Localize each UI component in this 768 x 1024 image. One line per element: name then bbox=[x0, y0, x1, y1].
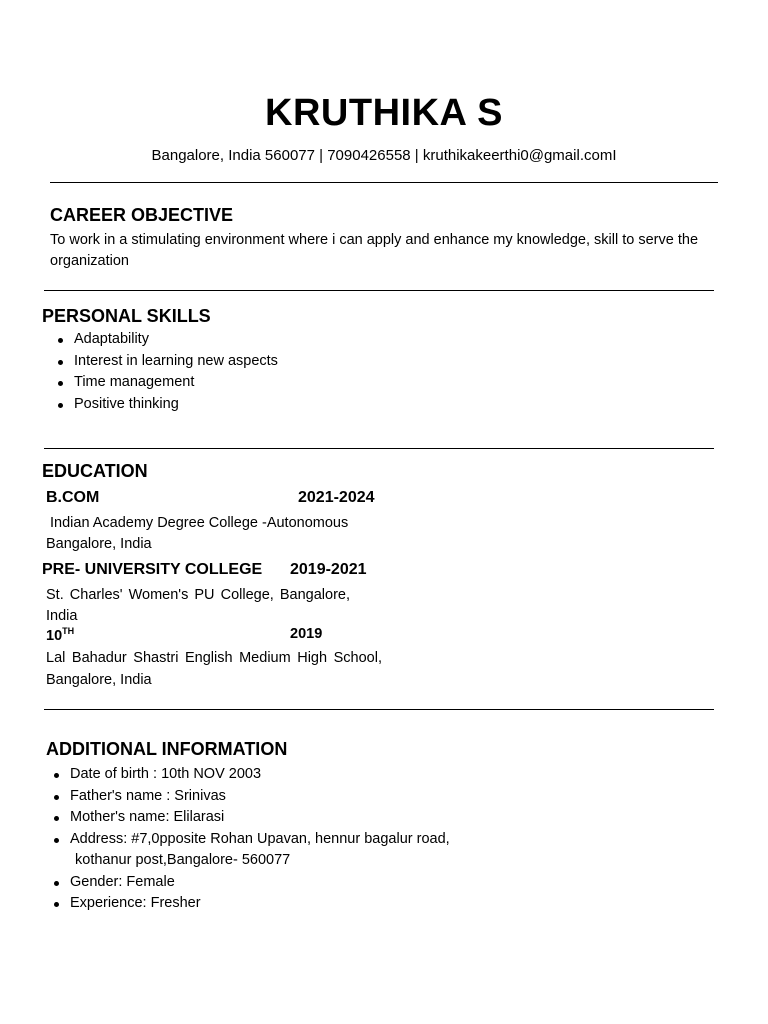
candidate-name: KRUTHIKA S bbox=[265, 92, 503, 134]
list-item: Positive thinking bbox=[50, 394, 450, 416]
education-puc-title: PRE- UNIVERSITY COLLEGE bbox=[42, 561, 263, 578]
education-school-years: 2019 bbox=[290, 626, 323, 642]
address-line: Address: #7,0pposite Rohan Upavan, hennur bagalur road, bbox=[70, 830, 450, 847]
list-item: Experience: Fresher bbox=[46, 893, 566, 915]
additional-info-list bbox=[46, 764, 566, 915]
skills-divider bbox=[44, 448, 714, 449]
education-divider bbox=[44, 709, 714, 710]
education-heading: EDUCATION bbox=[42, 461, 148, 481]
personal-skills-heading: PERSONAL SKILLS bbox=[42, 306, 211, 326]
additional-info-heading: ADDITIONAL INFORMATION bbox=[46, 739, 288, 759]
education-puc-institution: St. Charles' Women's PU College, Bangalore, India bbox=[46, 587, 350, 624]
list-item: Date of birth : 10th NOV 2003 bbox=[46, 764, 566, 786]
list-item: Father's name : Srinivas bbox=[46, 786, 566, 808]
education-degree-years: 2021-2024 bbox=[298, 489, 375, 506]
list-item bbox=[46, 829, 566, 872]
career-objective-heading: CAREER OBJECTIVE bbox=[50, 205, 234, 225]
address-continuation: kothanur post,Bangalore- 560077 bbox=[75, 852, 291, 868]
education-puc-years: 2019-2021 bbox=[290, 561, 367, 578]
contact-line: Bangalore, India 560077 | 7090426558 | kruthikakeerthi0@gmail.comI bbox=[151, 147, 617, 164]
education-school-grade-suffix: TH bbox=[62, 626, 75, 636]
education-degree-institution: Indian Academy Degree College -Autonomous Bangalore, India bbox=[46, 515, 349, 552]
list-item: Interest in learning new aspects bbox=[50, 351, 450, 373]
education-school-title bbox=[46, 626, 74, 644]
objective-divider bbox=[44, 290, 714, 291]
education-school-grade: 10 bbox=[46, 627, 63, 644]
list-item: Mother's name: Elilarasi bbox=[46, 807, 566, 829]
education-school-institution: Lal Bahadur Shastri English Medium High School, Bangalore, India bbox=[46, 650, 382, 688]
education-degree-title: B.COM bbox=[46, 489, 100, 506]
list-item: Adaptability bbox=[50, 329, 450, 351]
header-divider bbox=[50, 182, 718, 183]
personal-skills-list bbox=[50, 329, 450, 415]
list-item: Gender: Female bbox=[46, 872, 566, 894]
career-objective-text: To work in a stimulating environment where i can apply and enhance my knowledge, skill to serve the organization bbox=[50, 232, 699, 269]
list-item: Time management bbox=[50, 372, 450, 394]
